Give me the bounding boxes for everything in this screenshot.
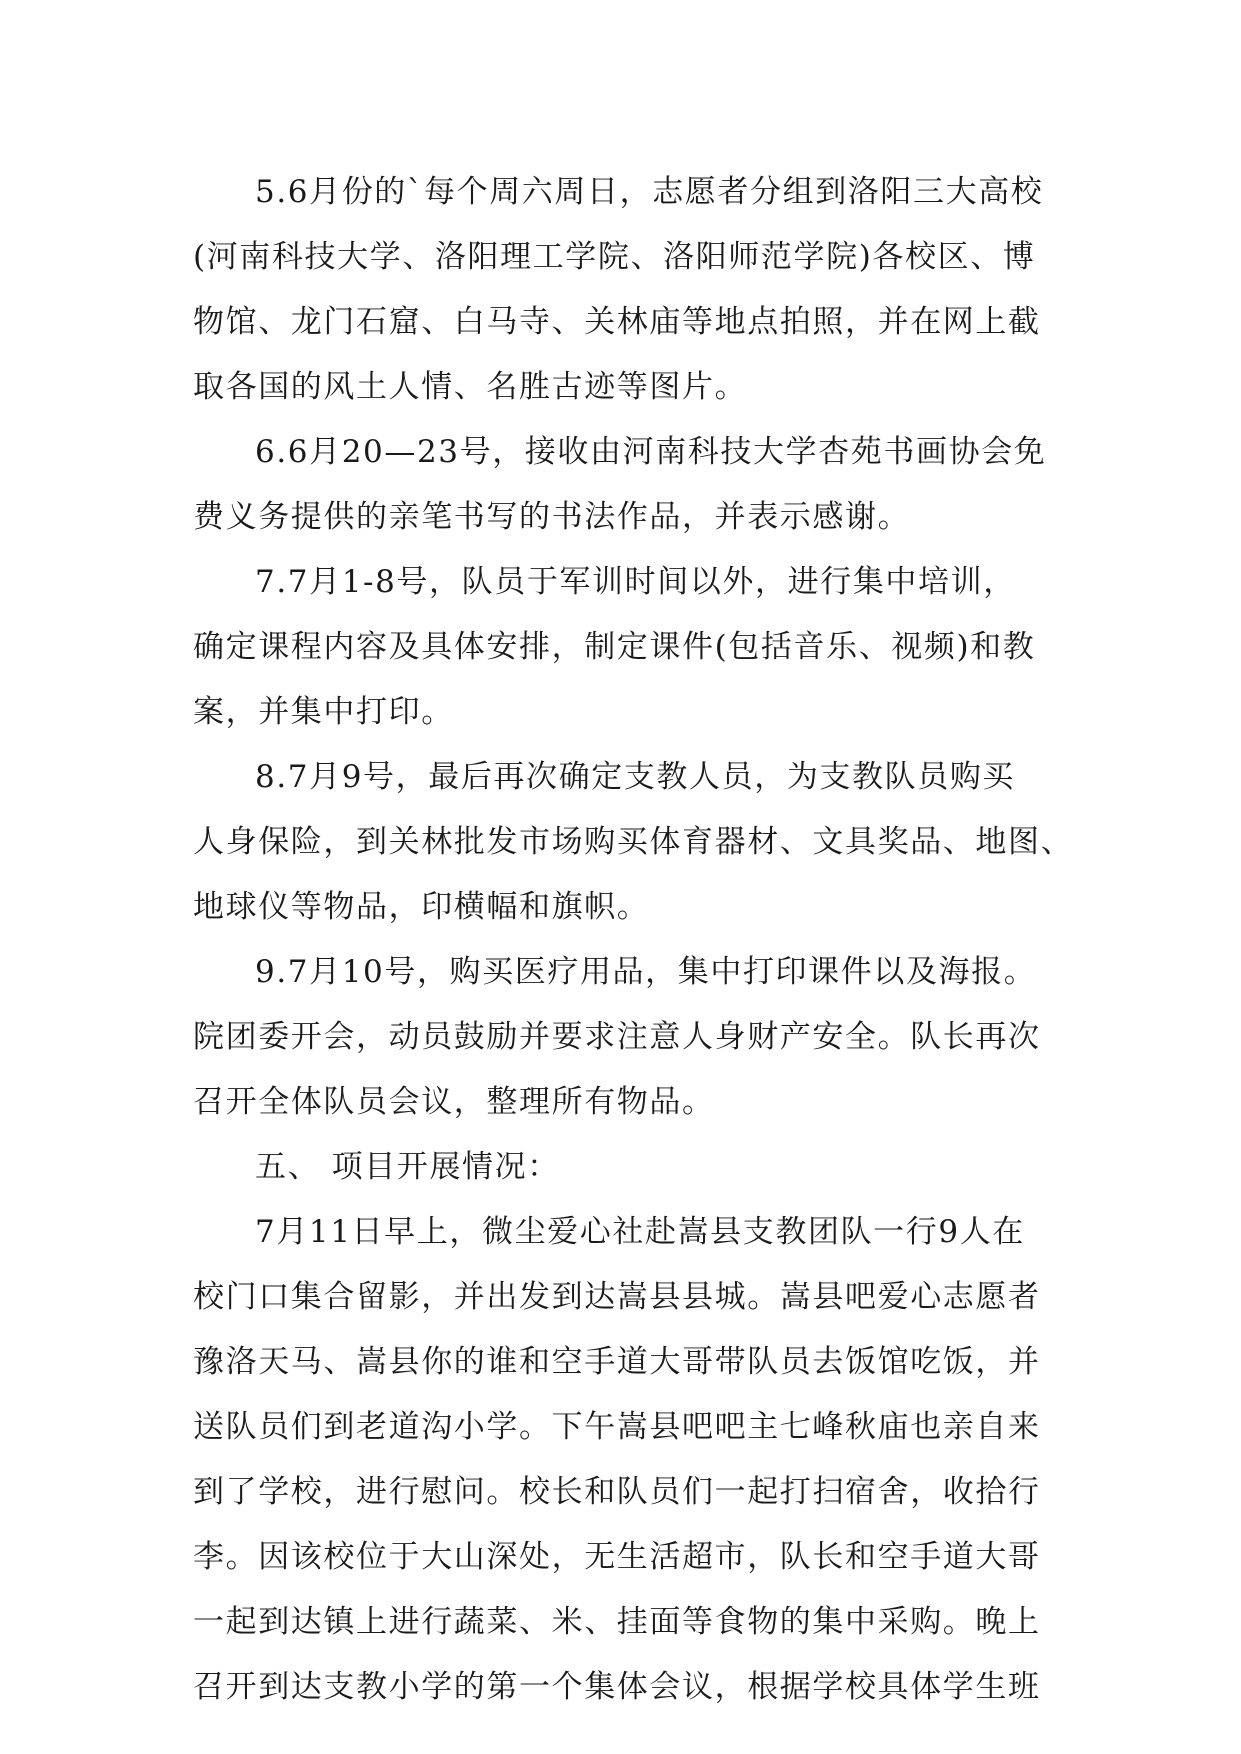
- text-line: 人身保险，到关林批发市场购买体育器材、文具奖品、地图、: [193, 824, 1074, 860]
- text-line: 召开全体队员会议，整理所有物品。: [193, 1084, 715, 1120]
- paragraph-item-5: [193, 160, 1048, 420]
- text-line: 到了学校，进行慰问。校长和队员们一起打扫宿舍，收拾行: [193, 1474, 1041, 1510]
- text-line: (河南科技大学、洛阳理工学院、洛阳师范学院)各校区、博: [193, 239, 1036, 275]
- section-heading: [193, 1135, 1048, 1200]
- text-line: 8.7月9号，最后再次确定支教人员，为支教队员购买: [255, 759, 1016, 795]
- text-line: 6.6月20—23号，接收由河南科技大学杏苑书画协会免: [255, 434, 1047, 470]
- text-line: 9.7月10号，购买医疗用品，集中打印课件以及海报。: [255, 954, 1037, 990]
- text-line: 7月11日早上，微尘爱心社赴嵩县支教团队一行9人在: [255, 1214, 1025, 1250]
- paragraph-item-7: [193, 550, 1048, 745]
- paragraph-item-9: [193, 940, 1048, 1135]
- text-line: 取各国的风土人情、名胜古迹等图片。: [193, 369, 748, 405]
- text-line: 豫洛天马、嵩县你的谁和空手道大哥带队员去饭馆吃饭，并: [193, 1344, 1041, 1380]
- text-line: 费义务提供的亲笔书写的书法作品，并表示感谢。: [193, 499, 911, 535]
- paragraph-project-progress: [193, 1200, 1048, 1720]
- text-line: 送队员们到老道沟小学。下午嵩县吧吧主七峰秋庙也亲自来: [193, 1409, 1041, 1445]
- text-line: 李。因该校位于大山深处，无生活超市，队长和空手道大哥: [193, 1539, 1041, 1575]
- text-line: 7.7月1-8号，队员于军训时间以外，进行集中培训，: [255, 564, 1016, 600]
- text-line: 确定课程内容及具体安排，制定课件(包括音乐、视频)和教: [193, 629, 1036, 665]
- heading-text: 五、 项目开展情况：: [255, 1149, 560, 1185]
- text-line: 校门口集合留影，并出发到达嵩县县城。嵩县吧爱心志愿者: [193, 1279, 1041, 1315]
- paragraph-item-6: [193, 420, 1048, 550]
- text-line: 案，并集中打印。: [193, 694, 454, 730]
- text-line: 一起到达镇上进行蔬菜、米、挂面等食物的集中采购。晚上: [193, 1604, 1041, 1640]
- paragraph-item-8: [193, 745, 1074, 940]
- text-line: 院团委开会，动员鼓励并要求注意人身财产安全。队长再次: [193, 1019, 1041, 1055]
- text-line: 5.6月份的`每个周六周日，志愿者分组到洛阳三大高校: [255, 174, 1044, 210]
- document-page: [193, 160, 1074, 1720]
- text-line: 地球仪等物品，印横幅和旗帜。: [193, 889, 650, 925]
- text-line: 物馆、龙门石窟、白马寺、关林庙等地点拍照，并在网上截: [193, 304, 1041, 340]
- text-line: 召开到达支教小学的第一个集体会议，根据学校具体学生班: [193, 1669, 1041, 1705]
